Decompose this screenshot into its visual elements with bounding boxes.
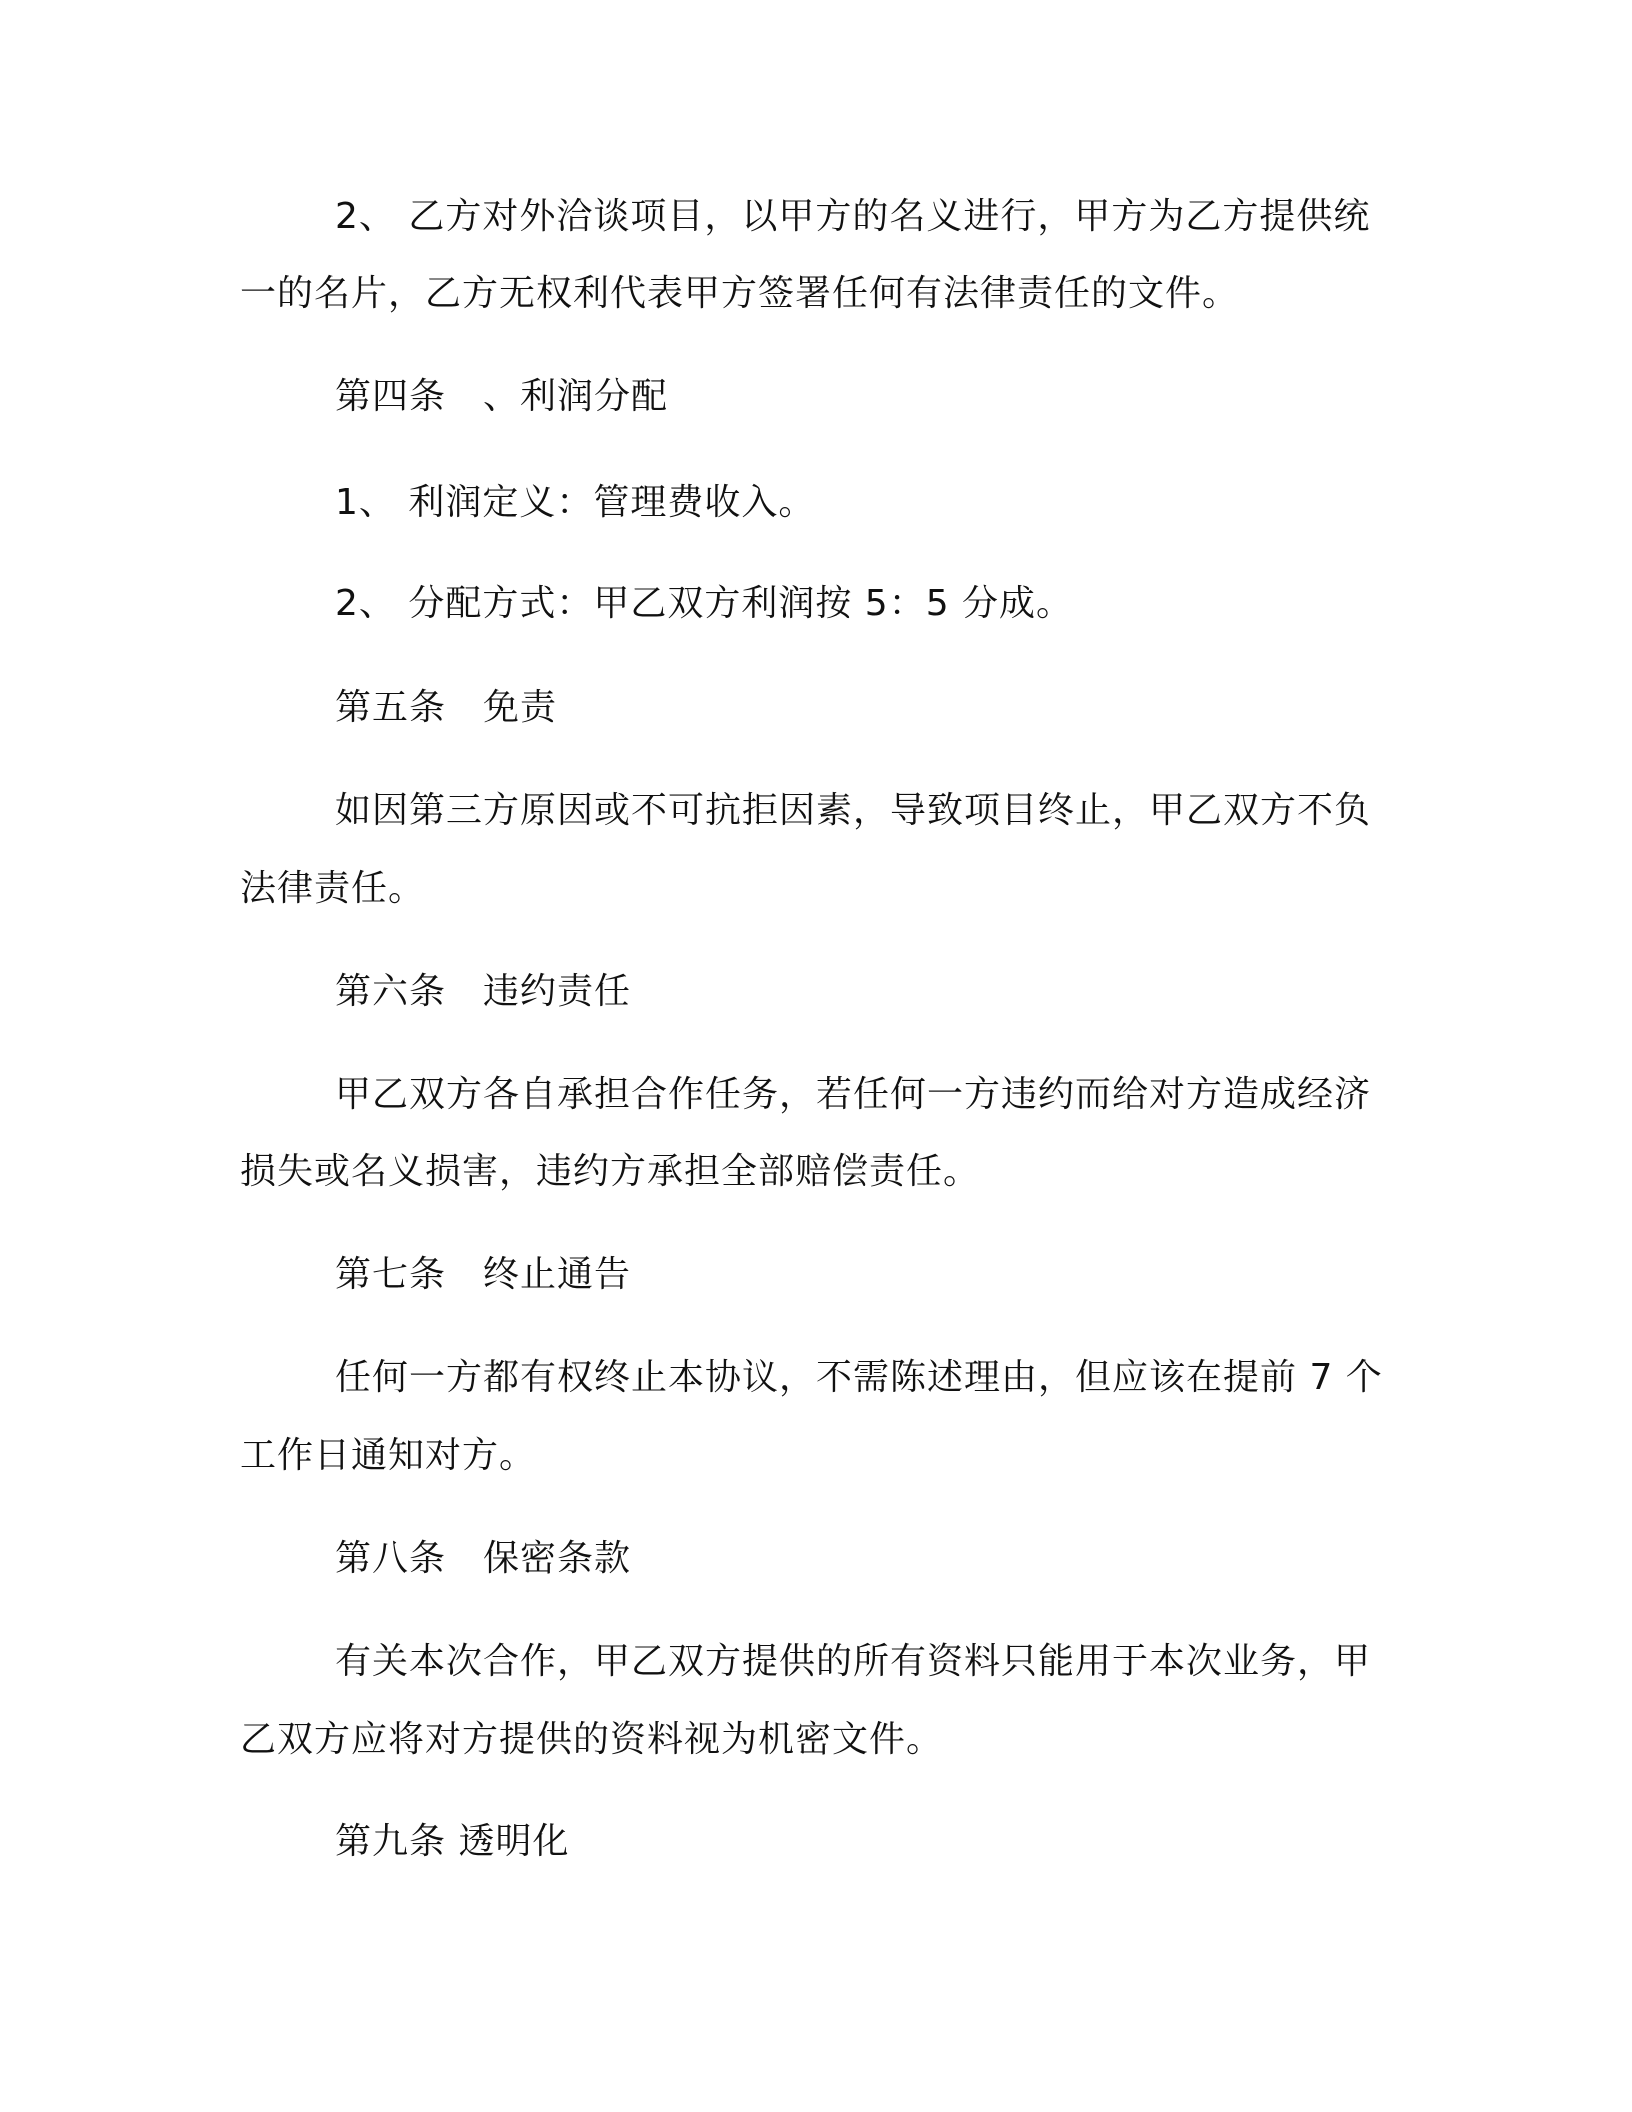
article-5-heading: 第五条 免责 [335,687,558,728]
article-4-item-1: 1、 利润定义：管理费收入。 [335,482,816,523]
article-8-body-line-1: 有关本次合作，甲乙双方提供的所有资料只能用于本次业务，甲 [335,1641,1372,1682]
article-6-body-line-2: 损失或名义损害，违约方承担全部赔偿责任。 [240,1151,981,1192]
article-6-body-line-1: 甲乙双方各自承担合作任务，若任何一方违约而给对方造成经济 [335,1074,1372,1115]
article-5-body-line-1: 如因第三方原因或不可抗拒因素，导致项目终止，甲乙双方不负 [335,790,1372,831]
article-6-heading: 第六条 违约责任 [335,971,632,1012]
clause-3-item-2-line-1: 2、 乙方对外洽谈项目，以甲方的名义进行，甲方为乙方提供统 [335,196,1371,237]
article-8-body-line-2: 乙双方应将对方提供的资料视为机密文件。 [240,1719,944,1760]
article-9-heading: 第九条 透明化 [335,1821,570,1862]
clause-3-item-2-line-2: 一的名片，乙方无权利代表甲方签署任何有法律责任的文件。 [240,273,1240,314]
article-7-heading: 第七条 终止通告 [335,1254,632,1295]
article-5-body-line-2: 法律责任。 [240,868,426,909]
article-7-body-line-1: 任何一方都有权终止本协议，不需陈述理由，但应该在提前 7 个 [335,1357,1383,1398]
article-8-heading: 第八条 保密条款 [335,1538,632,1579]
article-4-item-2: 2、 分配方式：甲乙双方利润按 5：5 分成。 [335,583,1074,624]
article-4-heading: 第四条 、利润分配 [335,376,669,417]
article-7-body-line-2: 工作日通知对方。 [240,1435,537,1476]
